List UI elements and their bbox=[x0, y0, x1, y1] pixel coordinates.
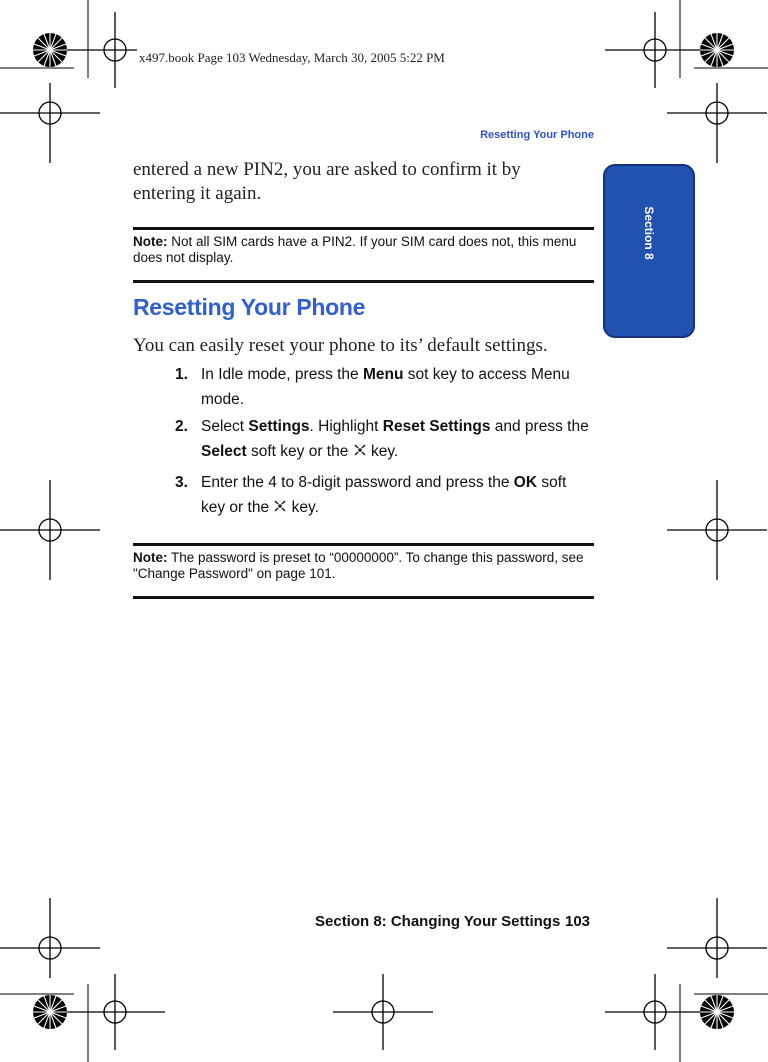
step-text: Select Settings. Highlight Reset Settings and press the Select soft key or the key. bbox=[201, 418, 589, 460]
section-tab-label: Section 8 bbox=[642, 206, 656, 260]
step-text: Enter the 4 to 8-digit password and press the OK soft key or the key. bbox=[201, 474, 567, 516]
note-sim-pin2 bbox=[133, 234, 591, 266]
step-number: 1. bbox=[175, 366, 188, 383]
note-text: Not all SIM cards have a PIN2. If your SIM card does not, this menu does not display. bbox=[133, 234, 577, 265]
step-text: In Idle mode, press the Menu sot key to access Menu mode. bbox=[201, 366, 570, 408]
note-rule-top bbox=[133, 227, 594, 230]
note2-rule-bottom bbox=[133, 596, 594, 599]
footer-section-title: Section 8: Changing Your Settings bbox=[315, 913, 561, 930]
print-header: x497.book Page 103 Wednesday, March 30, 2005 5:22 PM bbox=[139, 50, 445, 65]
page-number: 103 bbox=[565, 913, 591, 930]
note-text: The password is preset to “00000000”. To change this password, see "Change Password" on page 101. bbox=[133, 550, 584, 581]
note2-rule-top bbox=[133, 543, 594, 546]
note-password bbox=[133, 550, 591, 582]
note-label: Note: bbox=[133, 550, 168, 565]
step-number: 3. bbox=[175, 474, 188, 491]
intro-paragraph: entered a new PIN2, you are asked to confirm it by entering it again. bbox=[133, 159, 521, 204]
nav-key-icon bbox=[353, 443, 367, 457]
step-number: 2. bbox=[175, 418, 188, 435]
step-1 bbox=[175, 362, 595, 412]
step-3 bbox=[175, 470, 595, 520]
note-label: Note: bbox=[133, 234, 168, 249]
section-tab bbox=[603, 164, 695, 338]
running-head: Resetting Your Phone bbox=[480, 129, 594, 141]
lead-paragraph: You can easily reset your phone to its’ default settings. bbox=[133, 335, 548, 356]
section-heading: Resetting Your Phone bbox=[133, 294, 366, 320]
step-2 bbox=[175, 414, 595, 464]
note-rule-bottom bbox=[133, 280, 594, 283]
nav-key-icon bbox=[273, 499, 287, 513]
